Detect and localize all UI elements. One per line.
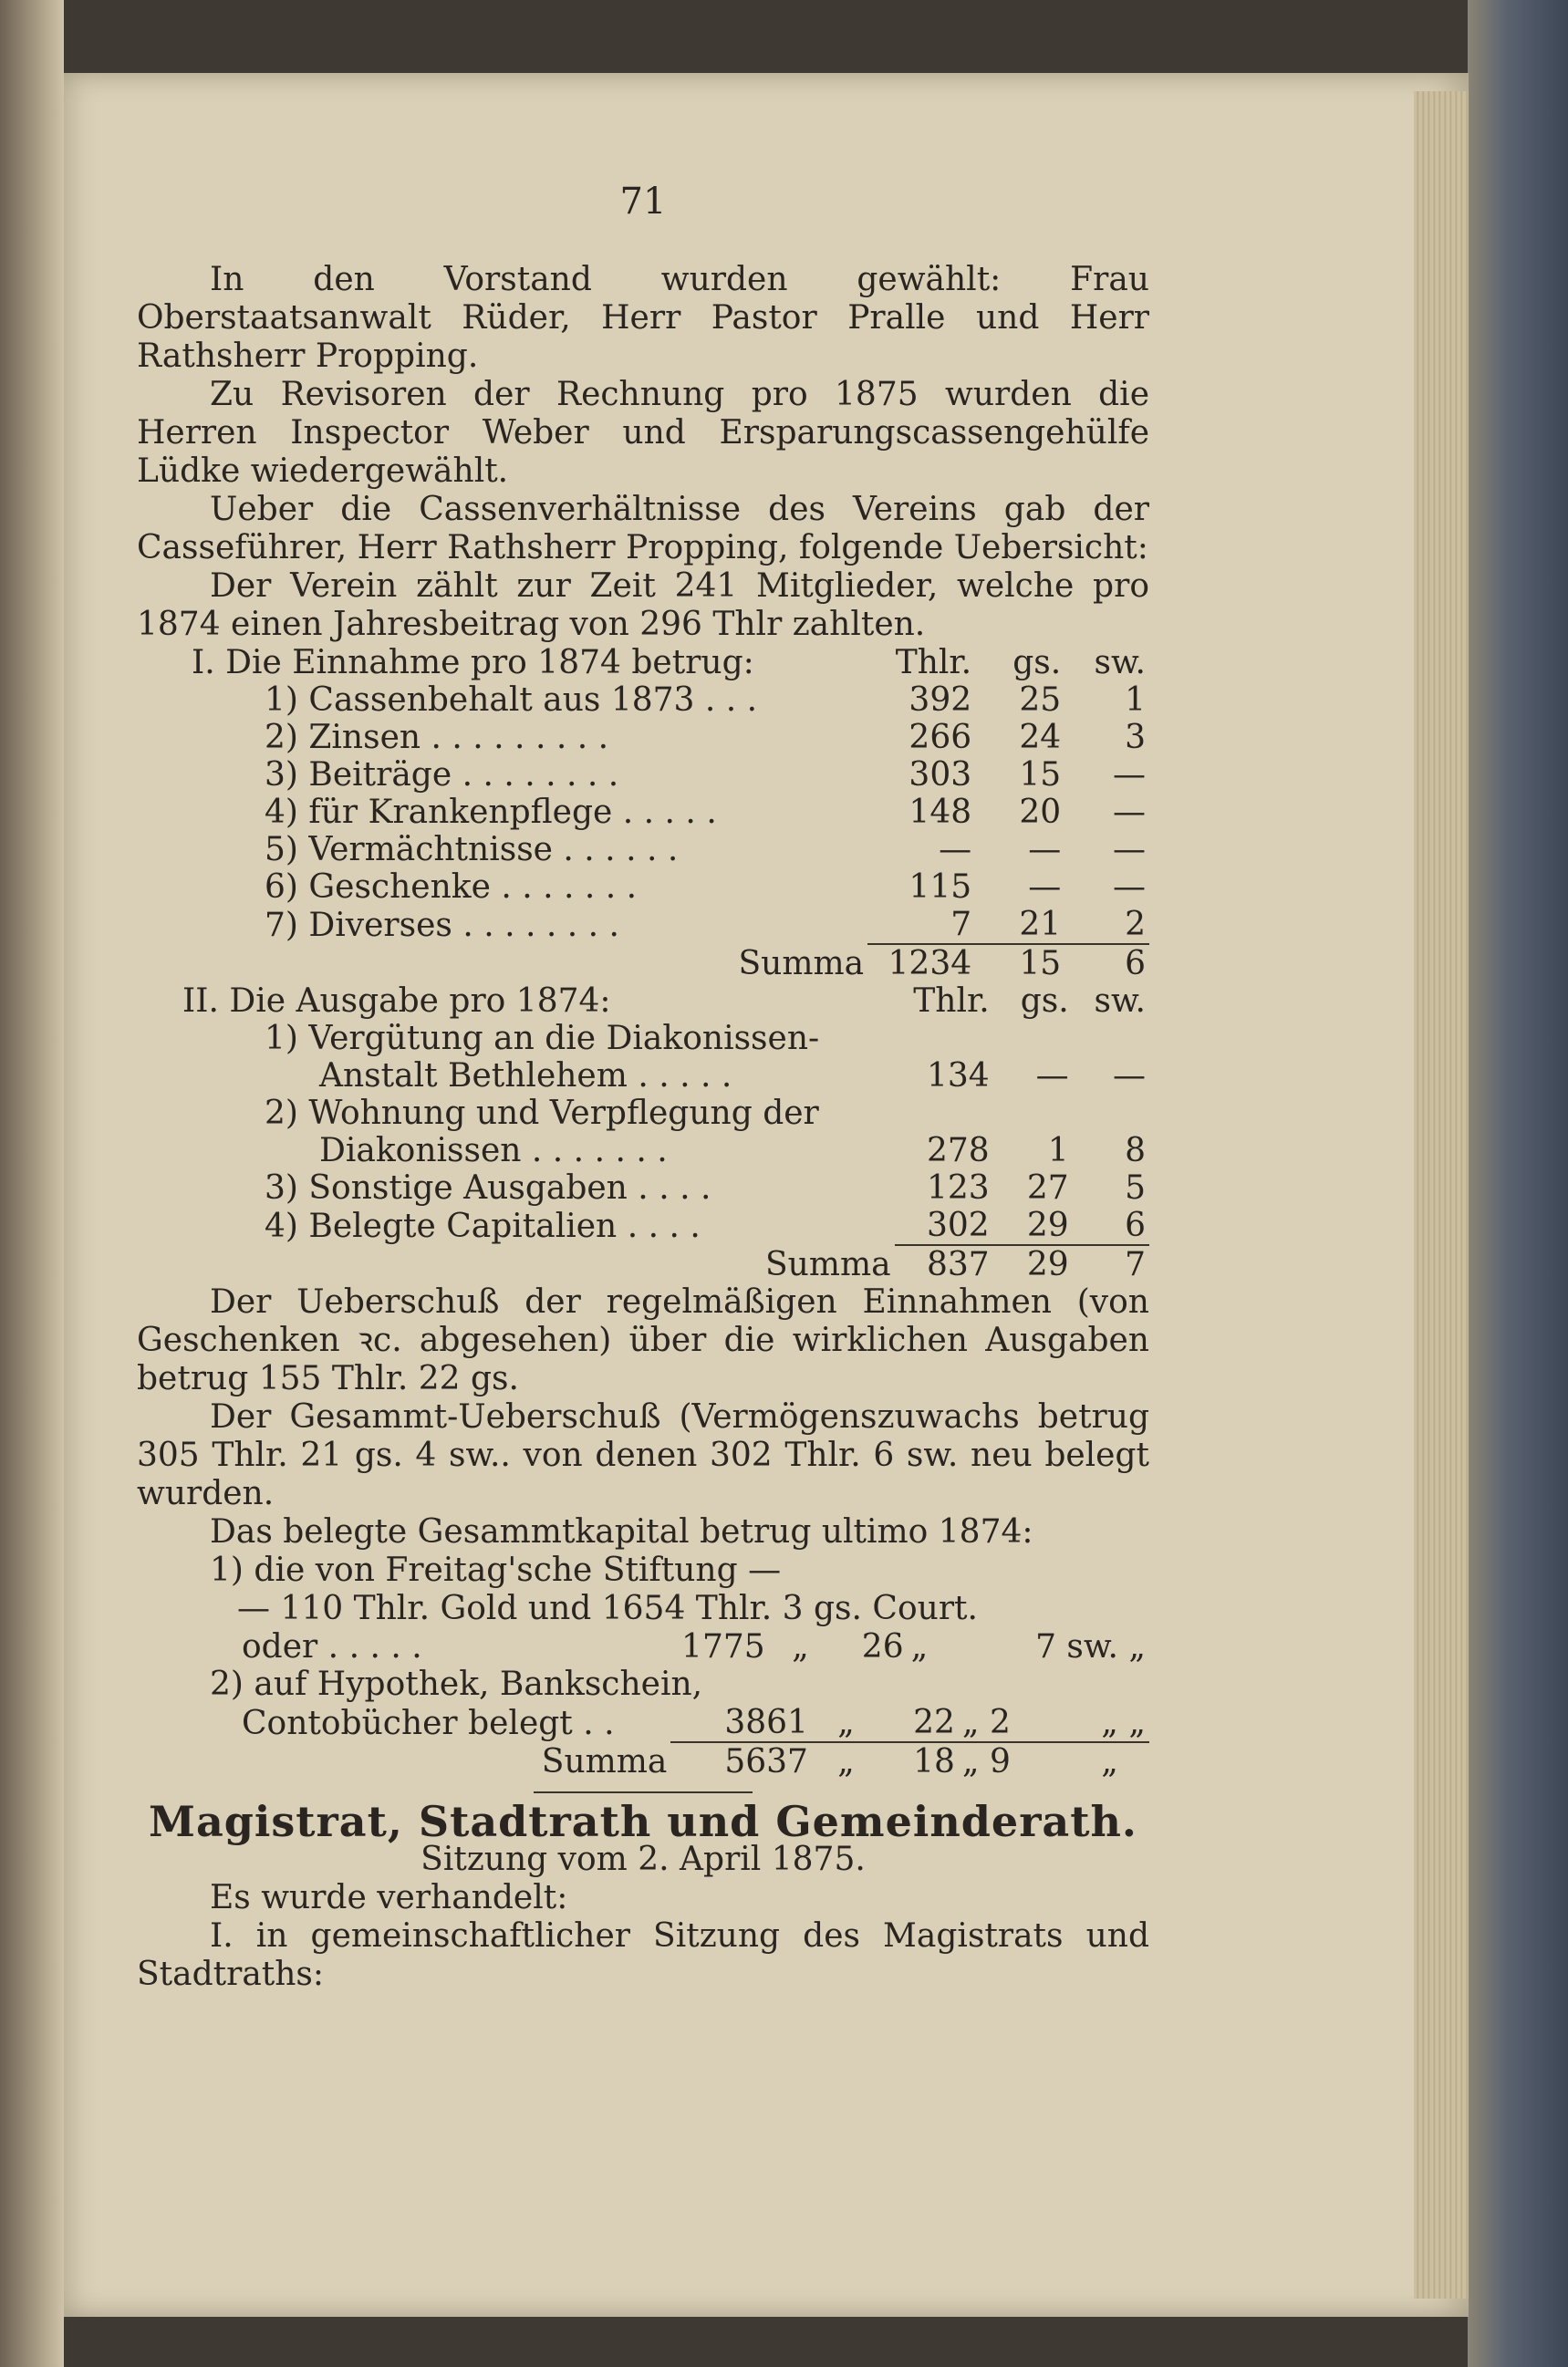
sum-sw: 7 xyxy=(1073,1245,1149,1283)
table-row xyxy=(137,1095,1149,1132)
sum-gs: 29 xyxy=(993,1245,1073,1283)
row-sw: — xyxy=(1113,831,1146,868)
row-label: Diakonissen . . . . . . . xyxy=(319,1132,668,1169)
paragraph-cash-overview: Ueber die Cassenverhältnisse des Vereins gab der Casseführer, Herr Rathsherr Propping, folgende Uebersicht: xyxy=(137,491,1149,566)
ditto-mark: „ xyxy=(910,1628,929,1666)
col-thlr: Thlr. xyxy=(913,982,990,1020)
row-label: 1) Vergütung an die Diakonissen- xyxy=(265,1020,820,1057)
capital-row-oder xyxy=(137,1628,1149,1666)
table-row xyxy=(137,681,1149,719)
row-sw: 5 xyxy=(1125,1169,1146,1207)
col-thlr: Thlr. xyxy=(895,644,972,681)
row-gs: 26 xyxy=(861,1628,904,1666)
expense-table xyxy=(137,982,1149,1283)
row-thlr: 123 xyxy=(926,1169,990,1207)
row-label: 7) Diverses . . . . . . . . xyxy=(265,907,619,944)
ditto-mark: „ xyxy=(1128,1628,1146,1666)
section-heading: Magistrat, Stadtrath und Gemeinderath. xyxy=(149,1797,1137,1846)
row-thlr: 278 xyxy=(926,1132,990,1169)
row-gs: 1 xyxy=(1047,1132,1069,1169)
paragraph-auditors: Zu Revisoren der Rechnung pro 1875 wurden die Herren Inspector Weber und Ersparungscassengehülfe Lüdke wiedergewählt. xyxy=(137,376,1149,490)
paragraph-surplus: Der Ueberschuß der regelmäßigen Einnahmen (von Geschenken ꝛc. abgesehen) über die wirklichen Ausgaben betrug 155 Thlr. 22 gs. xyxy=(137,1283,1149,1397)
col-sw: sw. xyxy=(1094,644,1146,681)
row-label: 3) Beiträge . . . . . . . . xyxy=(265,756,619,794)
row-label: 6) Geschenke . . . . . . . xyxy=(265,868,638,906)
col-gs: gs. xyxy=(1020,982,1069,1020)
row-sw: 2 xyxy=(1125,906,1146,943)
table-row xyxy=(137,1020,1149,1057)
ditto-mark: „ xyxy=(792,1628,809,1666)
row-thlr: 1775 xyxy=(681,1628,765,1666)
sum-label: Summa xyxy=(541,1742,668,1780)
capital-line-1: 1) die von Freitag'sche Stiftung — xyxy=(210,1552,782,1589)
paragraph-proceedings: Es wurde verhandelt: xyxy=(210,1879,568,1916)
row-gs: — xyxy=(1028,831,1062,868)
paragraph-capital: Das belegte Gesammtkapital betrug ultimo 1874: xyxy=(210,1513,1033,1551)
row-label: 2) Zinsen . . . . . . . . . xyxy=(265,719,609,756)
row-thlr: 302 xyxy=(926,1207,990,1244)
ditto-mark: „ xyxy=(961,1743,980,1780)
row-sw: — xyxy=(1113,1057,1146,1095)
sum-thlr: 1234 xyxy=(867,944,975,982)
sum-sw: 6 xyxy=(1064,944,1149,982)
table-row xyxy=(137,756,1149,794)
row-gs: 27 xyxy=(1026,1169,1069,1207)
row-gs: — xyxy=(1035,1057,1069,1095)
row-gs: 25 xyxy=(1019,681,1062,719)
capital-table-2 xyxy=(137,1704,1149,1780)
row-label: oder . . . . . xyxy=(242,1628,422,1666)
row-thlr: 148 xyxy=(909,794,972,831)
ditto-mark: „ xyxy=(1097,1742,1149,1780)
capital-row-conto xyxy=(137,1704,1149,1742)
sum-label: Summa xyxy=(738,945,865,982)
row-label: 3) Sonstige Ausgaben . . . . xyxy=(265,1169,711,1207)
sum-gs: 18 xyxy=(880,1742,959,1780)
row-thlr: 392 xyxy=(909,681,972,719)
table-row xyxy=(137,794,1149,831)
income-heading: I. Die Einnahme pro 1874 betrug: xyxy=(192,644,754,681)
ditto-mark: „ „ xyxy=(1101,1704,1146,1741)
sum-thlr: 5637 xyxy=(670,1742,812,1780)
row-sw: 1 xyxy=(1125,681,1146,719)
table-row xyxy=(137,1207,1149,1245)
page-stack-edges xyxy=(1414,91,1469,2299)
col-sw: sw. xyxy=(1094,982,1146,1020)
table-row xyxy=(137,1057,1149,1095)
table-row xyxy=(137,1169,1149,1207)
row-thlr: 115 xyxy=(909,868,972,906)
row-thlr: 134 xyxy=(926,1057,990,1095)
capital-table xyxy=(137,1628,1149,1666)
row-label: 4) Belegte Capitalien . . . . xyxy=(265,1208,701,1245)
row-gs: 21 xyxy=(1019,906,1062,943)
ditto-mark: „ xyxy=(961,1704,980,1741)
expense-sum-row xyxy=(137,1245,1149,1283)
row-label: 2) Wohnung und Verpflegung der xyxy=(265,1095,819,1132)
page-number: 71 xyxy=(619,181,667,223)
income-sum-row xyxy=(137,944,1149,982)
row-gs: 20 xyxy=(1019,794,1062,831)
row-gs: — xyxy=(1028,868,1062,906)
row-label: Anstalt Bethlehem . . . . . xyxy=(319,1057,732,1095)
row-thlr: — xyxy=(939,831,972,868)
table-row xyxy=(137,906,1149,944)
capital-line-4: 2) auf Hypothek, Bankschein, xyxy=(210,1666,703,1703)
row-gs: 29 xyxy=(1026,1207,1069,1244)
sum-label: Summa xyxy=(764,1246,891,1283)
paragraph-joint-session: I. in gemeinschaftlicher Sitzung des Magistrats und Stadtraths: xyxy=(137,1917,1149,1993)
row-thlr: 303 xyxy=(909,756,972,794)
row-sw: — xyxy=(1113,756,1146,794)
section-divider xyxy=(534,1791,753,1793)
expense-heading-row xyxy=(137,982,1149,1020)
row-gs: 24 xyxy=(1019,719,1062,756)
row-sw: 2 xyxy=(990,1704,1011,1741)
row-sw: 8 xyxy=(1125,1132,1146,1169)
adjacent-page-edge xyxy=(0,0,64,2367)
capital-line-2: — 110 Thlr. Gold und 1654 Thlr. 3 gs. Court. xyxy=(237,1590,978,1627)
paragraph-board-election: In den Vorstand wurden gewählt: Frau Oberstaatsanwalt Rüder, Herr Pastor Pralle und Herr Rathsherr Propping. xyxy=(137,261,1149,375)
row-label: Contobücher belegt . . xyxy=(242,1704,615,1742)
row-sw: 7 sw. xyxy=(1035,1628,1118,1666)
col-gs: gs. xyxy=(1012,644,1062,681)
table-row xyxy=(137,868,1149,906)
expense-heading: II. Die Ausgabe pro 1874: xyxy=(182,982,611,1020)
row-label: 1) Cassenbehalt aus 1873 . . . xyxy=(265,681,758,719)
row-thlr: 266 xyxy=(909,719,972,756)
sum-thlr: 837 xyxy=(895,1245,993,1283)
book-cover-edge xyxy=(1468,0,1568,2367)
row-label: 5) Vermächtnisse . . . . . . xyxy=(265,831,679,868)
sum-gs: 15 xyxy=(975,944,1064,982)
income-heading-row xyxy=(137,644,1149,681)
income-table xyxy=(137,644,1149,982)
table-row xyxy=(137,831,1149,868)
paragraph-members: Der Verein zählt zur Zeit 241 Mitglieder, welche pro 1874 einen Jahresbeitrag von 296 Thlr zahlten. xyxy=(137,567,1149,643)
row-thlr: 3861 xyxy=(724,1704,808,1741)
table-row xyxy=(137,719,1149,756)
table-row xyxy=(137,1132,1149,1169)
row-sw: 3 xyxy=(1125,719,1146,756)
row-sw: — xyxy=(1113,794,1146,831)
row-gs: 15 xyxy=(1019,756,1062,794)
row-label: 4) für Krankenpflege . . . . . xyxy=(265,794,717,831)
paragraph-total-surplus: Der Gesammt-Ueberschuß (Vermögenszuwachs betrug 305 Thlr. 21 gs. 4 sw.. von denen 302 Thlr. 6 sw. neu belegt wurden. xyxy=(137,1398,1149,1512)
section-subheading: Sitzung vom 2. April 1875. xyxy=(421,1841,866,1878)
capital-sum-row xyxy=(137,1742,1149,1780)
page-content xyxy=(137,182,1149,1994)
ditto-mark: „ xyxy=(837,1704,855,1741)
row-thlr: 7 xyxy=(950,906,972,943)
row-gs: 22 xyxy=(913,1704,955,1741)
sum-sw: 9 xyxy=(990,1743,1011,1780)
row-sw: — xyxy=(1113,868,1146,906)
ditto-mark: „ xyxy=(812,1742,880,1780)
row-sw: 6 xyxy=(1125,1207,1146,1244)
